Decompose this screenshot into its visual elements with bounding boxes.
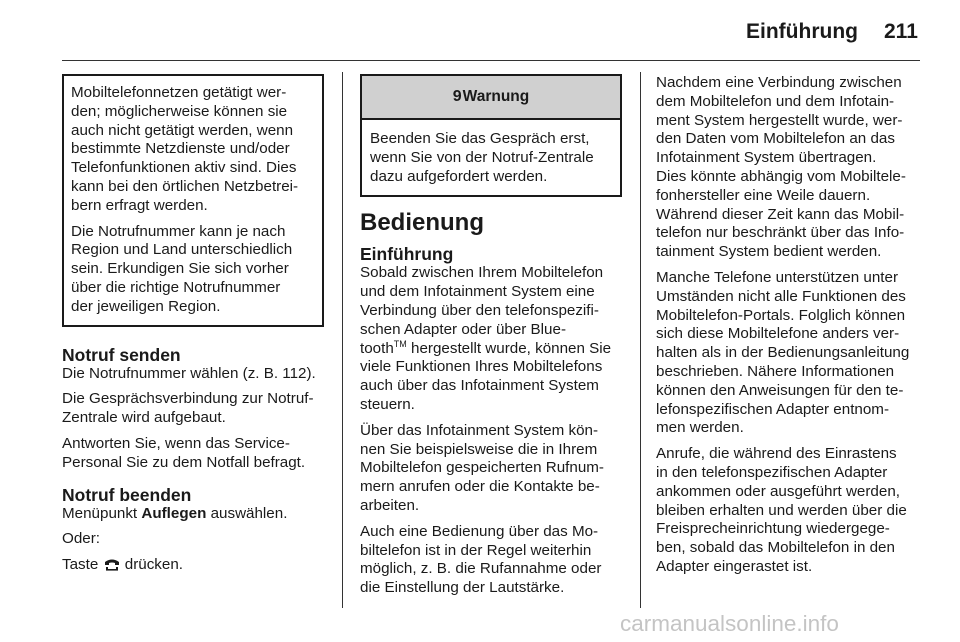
paragraph: Die Gesprächsverbindung zur Notruf- Zentrale wird aufgebaut. — [62, 390, 314, 427]
paragraph: Nachdem eine Verbindung zwischen dem Mobiltelefon und dem Infotain- ment System hergestellt wurde, wer- den Daten vom Mobiltelefon an das Infotainment System übertragen. Dies könnte abhängig vom Mobiltele- fonhersteller eine Weile dauern. Während dieser Zeit kann das Mobil- telefon nur beschränkt über das Info- tainment System bedient werden. — [656, 74, 906, 261]
paragraph: Manche Telefone unterstützen unter Umständen nicht alle Funktionen des Mobiltelefon-Portals. Folglich können sich diese Mobiltelefone anders ver- halten als in der Bedienungsanleitung beschrieben. Nähere Informationen können den Anweisungen für den te- lefonspezifischen Adapter entnom- men werden. — [656, 268, 910, 437]
warning-box — [360, 74, 622, 197]
paragraph: Die Notrufnummer wählen (z. B. 112). — [62, 364, 316, 382]
warning-body: Beenden Sie das Gespräch erst, wenn Sie von der Notruf-Zentrale dazu aufgefordert werden. — [370, 130, 594, 185]
paragraph: Über das Infotainment System kön- nen Sie beispielsweise die in Ihrem Mobiltelefon gespeicherten Rufnum- mern anrufen oder die Kontakte be- arbeiten. — [360, 421, 604, 514]
note-box — [62, 74, 324, 327]
note-paragraph-1: Mobiltelefonnetzen getätigt wer- den; möglicherweise können sie auch nicht getätigt werden, wenn bestimmte Netzdienste und/oder Telefonfunktionen aktiv sind. Dies kann bei den örtlichen Netzbetrei- bern erfragt werden. — [71, 84, 299, 214]
paragraph: Oder: — [62, 530, 100, 548]
heading-notruf-beenden: Notruf beenden — [62, 484, 192, 505]
warning-triangle-icon: 9 — [452, 87, 462, 105]
column-1 — [62, 74, 324, 582]
watermark: carmanualsonline.info — [620, 611, 839, 636]
header-divider — [62, 60, 920, 61]
trademark-sign: TM — [393, 338, 407, 349]
column-2 — [360, 74, 622, 605]
paragraph: Taste drücken. — [62, 556, 184, 574]
warning-header — [362, 76, 620, 120]
section-title: Einführung — [746, 20, 858, 43]
warning-title: Warnung — [462, 87, 530, 105]
column-3 — [656, 74, 922, 584]
paragraph: Anrufe, die während des Einrastens in den telefonspezifischen Adapter ankommen oder ausgeführt werden, bleiben erhalten und werden über die Freisprecheinrichtung wiedergege- ben, sobald das Mobiltelefon in den Adapter eingerastet ist. — [656, 445, 907, 575]
column-divider-2 — [640, 72, 641, 608]
menu-item-label: Auflegen — [141, 504, 207, 522]
note-paragraph-2: Die Notrufnummer kann je nach Region und Land unterschiedlich sein. Erkundigen Sie sich vorher über die richtige Notrufnummer der jeweiligen Region. — [71, 222, 293, 315]
paragraph: Menüpunkt Auflegen auswählen. — [62, 504, 288, 522]
heading-einfuehrung: Einführung — [360, 244, 454, 265]
heading-notruf-senden: Notruf senden — [62, 344, 181, 365]
paragraph: Antworten Sie, wenn das Service- Personal Sie zu dem Notfall befragt. — [62, 434, 306, 471]
paragraph: Sobald zwischen Ihrem Mobiltelefon und dem Infotainment System eine Verbindung über den telefonspezifi- schen Adapter oder über Blue- tooth™ hergestellt wurde, können Sie viele Funktionen Ihres Mobiltelefons auch über das Infotainment System steuern. — [360, 264, 612, 413]
heading-bedienung: Bedienung — [360, 209, 484, 237]
column-divider-1 — [342, 72, 343, 608]
phone-hangup-icon — [103, 557, 121, 571]
paragraph: Auch eine Bedienung über das Mo- biltelefon ist in der Regel weiterhin möglich, z. B. die Rufannahme oder die Einstellung der Lautstärke. — [360, 522, 602, 597]
page-number: 211 — [884, 20, 918, 43]
